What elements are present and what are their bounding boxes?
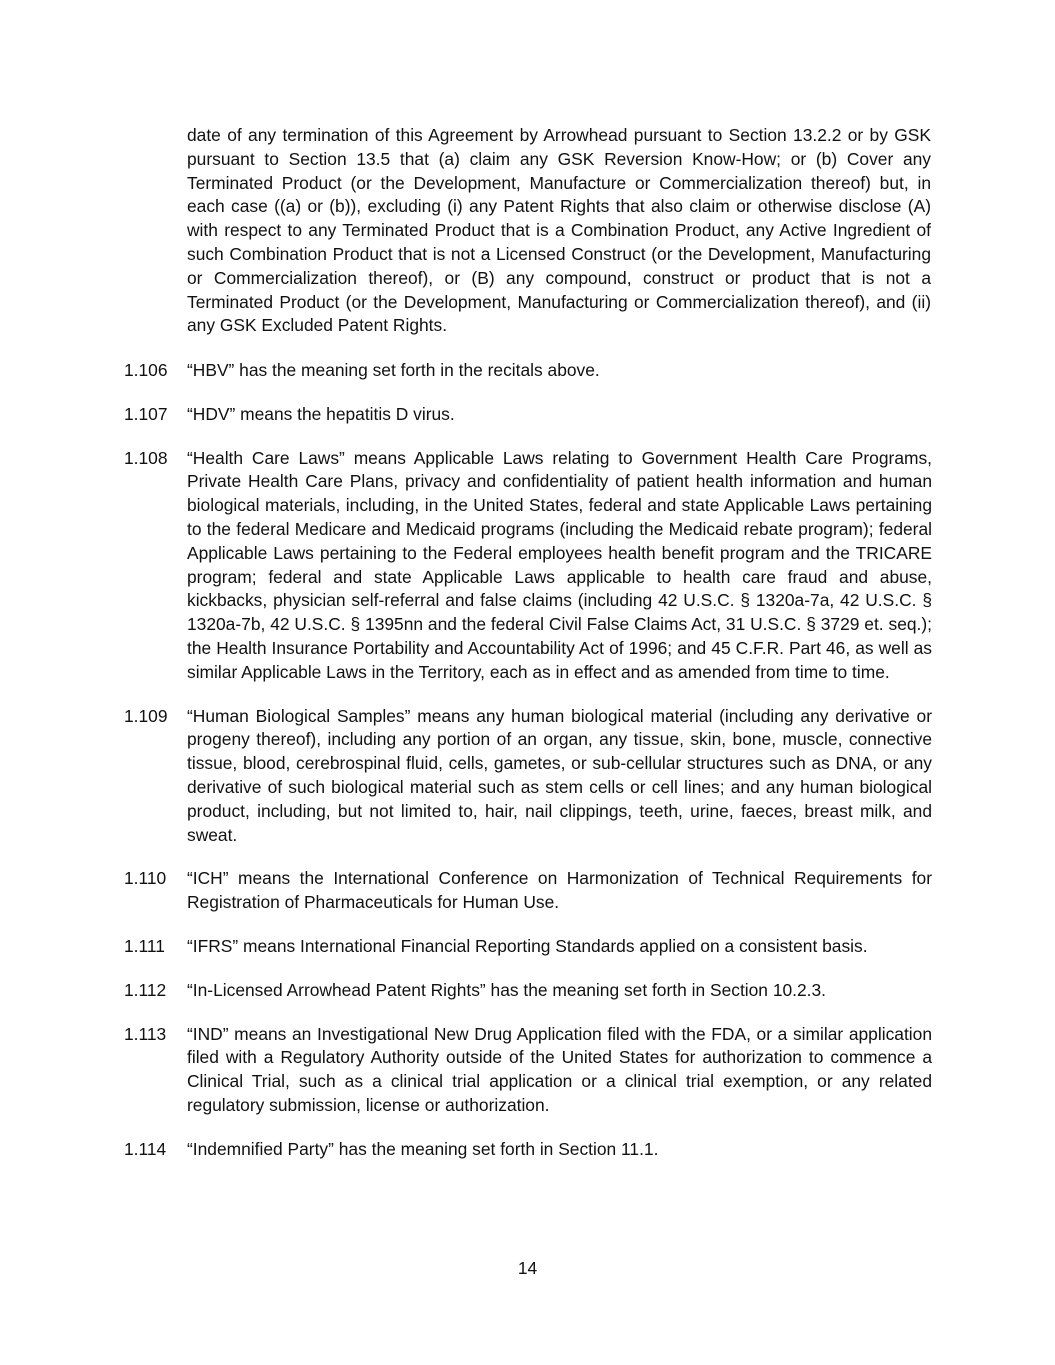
definition-text: “IND” means an Investigational New Drug Application filed with the FDA, or a similar application filed with a Regulatory Authority outside of the United States for authorization to commence a Clinical Trial, such as a clinical trial application or a clinical trial exemption, or any related regulatory submission, license or authorization. xyxy=(187,1023,932,1115)
definition-1-114 xyxy=(124,1138,932,1162)
definition-text: “Indemnified Party” has the meaning set forth in Section 11.1. xyxy=(187,1138,659,1159)
definition-number: 1.114 xyxy=(124,1138,167,1159)
definitions-list xyxy=(124,359,932,1182)
definition-text: “Health Care Laws” means Applicable Laws relating to Government Health Care Programs, Private Health Care Plans, privacy and confidentiality of patient health information and human biological materials, including, in the United States, federal and state Applicable Laws pertaining to the federal Medicare and Medicaid programs (including the Medicaid rebate program); federal Applicable Laws pertaining to the Federal employees health benefit program and the TRICARE program; federal and state Applicable Laws applicable to health care fraud and abuse, kickbacks, physician self-referral and false claims (including 42 U.S.C. § 1320a-7a, 42 U.S.C. § 1320a-7b, 42 U.S.C. § 1395nn and the federal Civil False Claims Act, 31 U.S.C. § 3729 et. seq.); the Health Insurance Portability and Accountability Act of 1996; and 45 C.F.R. Part 46, as well as similar Applicable Laws in the Territory, each as in effect and as amended from time to time. xyxy=(187,447,932,682)
page-number: 14 xyxy=(517,1258,538,1278)
definition-number: 1.106 xyxy=(124,360,168,380)
definition-1-113 xyxy=(124,1023,932,1118)
definition-text: “ICH” means the International Conference on Harmonization of Technical Requirements for Registration of Pharmaceuticals for Human Use. xyxy=(187,868,932,913)
definition-1-106 xyxy=(124,359,932,383)
definition-number: 1.112 xyxy=(124,979,167,1000)
definition-number: 1.107 xyxy=(124,403,168,424)
definition-1-109 xyxy=(124,705,932,848)
definition-1-107 xyxy=(124,403,932,427)
definition-1-108 xyxy=(124,447,932,685)
definition-text: “IFRS” means International Financial Reporting Standards applied on a consistent basis. xyxy=(187,935,868,956)
definition-number: 1.110 xyxy=(124,868,167,889)
definition-text: “Human Biological Samples” means any human biological material (including any derivative or progeny thereof), including any portion of an organ, any tissue, skin, bone, muscle, connective tissue, blood, cerebrospinal fluid, cells, gametes, or sub-cellular structures such as DNA, or any derivative of such biological material such as stem cells or cell lines; and any human biological product, including, but not limited to, hair, nail clippings, teeth, urine, faeces, breast milk, and sweat. xyxy=(187,705,932,845)
definition-text: “HDV” means the hepatitis D virus. xyxy=(187,403,455,424)
definition-text: “HBV” has the meaning set forth in the recitals above. xyxy=(187,360,600,380)
definition-number: 1.108 xyxy=(124,447,168,468)
definition-number: 1.113 xyxy=(124,1023,167,1044)
definition-number: 1.111 xyxy=(124,935,165,956)
definition-1-111 xyxy=(124,935,932,959)
continued-definition-paragraph: date of any termination of this Agreement by Arrowhead pursuant to Section 13.2.2 or by GSK pursuant to Section 13.5 that (a) claim any GSK Reversion Know-How; or (b) Cover any Terminated Product (or the Development, Manufacture or Commercialization thereof) but, in each case ((a) or (b)), excluding (i) any Patent Rights that also claim or otherwise disclose (A) with respect to any Terminated Product that is a Combination Product, any Active Ingredient of such Combination Product that is not a Licensed Construct (or the Development, Manufacturing or Commercialization thereof), or (B) any compound, construct or product that is not a Terminated Product (or the Development, Manufacturing or Commercialization thereof), and (ii) any GSK Excluded Patent Rights. xyxy=(187,125,931,336)
definition-1-110 xyxy=(124,867,932,915)
definition-text: “In-Licensed Arrowhead Patent Rights” has the meaning set forth in Section 10.2.3. xyxy=(187,979,826,1000)
definition-number: 1.109 xyxy=(124,705,168,726)
definition-1-112 xyxy=(124,979,932,1003)
